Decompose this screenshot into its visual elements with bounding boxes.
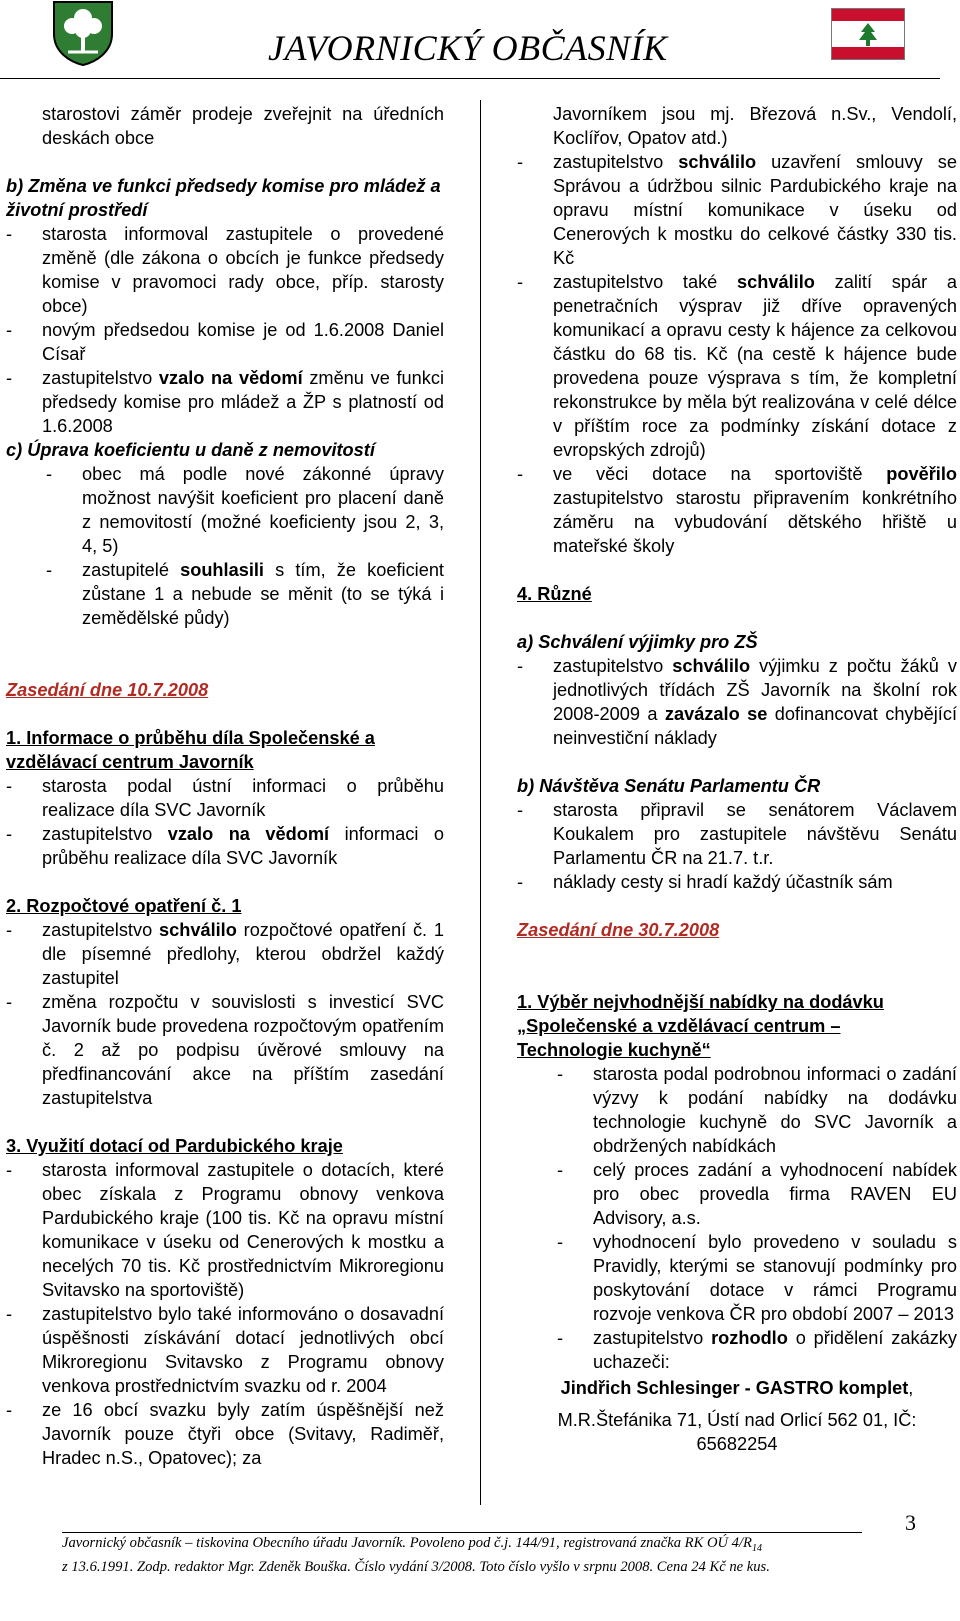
municipal-flag-icon [831, 8, 905, 60]
winner-name: Jindřich Schlesinger - GASTRO komplet, [560, 1378, 914, 1398]
footer-rule [62, 1532, 862, 1533]
list-item: - zastupitelstvo schválilo výjimku z počtu žáků v jednotlivých třídách ZŠ Javorník na školní rok 2008-2009 a zavázalo se dofinancovat chybějící neinvestiční náklady [517, 656, 958, 748]
list-item: - starosta podal podrobnou informaci o zadání výzvy k podání nabídky na dodávku technologie kuchyně do SVC Javorník a obdržených nabídkách [557, 1064, 957, 1156]
list-item: - zastupitelstvo bylo také informováno o dosavadní úspěšnosti získávání dotací jednotlivých obcí Mikroregionu Svitavsko z Programu obnovy venkova prostřednictvím svazku od r. 2004 [6, 1304, 444, 1396]
list-item: - celý proces zadání a vyhodnocení nabídek pro obec provedla firma RAVEN EU Advisory, a.s. [557, 1160, 957, 1228]
paragraph: starostovi záměr prodeje zveřejnit na úředních deskách obce [42, 104, 444, 148]
list-item: - zastupitelstvo rozhodlo o přidělení zakázky uchazeči: [557, 1328, 957, 1372]
section-heading: 2. Rozpočtové opatření č. 1 [6, 896, 242, 916]
section-heading: b) Návštěva Senátu Parlamentu ČR [517, 776, 821, 796]
section-heading: 1. Informace o průběhu díla Společenské a vzdělávací centrum Javorník [6, 728, 375, 772]
footer-line: z 13.6.1991. Zodp. redaktor Mgr. Zdeněk Bouška. Číslo vydání 3/2008. Toto číslo vyšlo v srpnu 2008. Cena 24 Kč ne kus. [62, 1558, 770, 1575]
column-divider [480, 100, 481, 1505]
section-heading: 1. Výběr nejvhodnější nabídky na dodávku „Společenské a vzdělávací centrum – Technologie kuchyně“ [517, 992, 884, 1060]
list-item: - obec má podle nové zákonné úpravy možnost navýšit koeficient pro placení daně z nemovitostí (možné koeficienty jsou 2, 3, 4, 5) [46, 464, 444, 556]
list-item: - starosta podal ústní informaci o průběhu realizace díla SVC Javorník [6, 776, 444, 820]
list-item: - ve věci dotace na sportoviště pověřilo zastupitelstvo starostu připravením konkrétního záměru na vybudování dětského hřiště u mateřské školy [517, 464, 957, 556]
municipal-crest-icon [50, 0, 116, 66]
list-item: - zastupitelstvo vzalo na vědomí změnu ve funkci předsedy komise pro mládež a ŽP s platností od 1.6.2008 [6, 368, 444, 436]
list-item: - ze 16 obcí svazku byly zatím úspěšnější než Javorník pouze čtyři obce (Svitavy, Radiměř, Hradec n.S., Opatovec); za [6, 1400, 444, 1468]
paragraph: Javorníkem jsou mj. Březová n.Sv., Vendolí, Koclířov, Opatov atd.) [553, 104, 957, 148]
list-item: - vyhodnocení bylo provedeno v souladu s Pravidly, kterými se stanovují podmínky pro poskytování dotace v rámci Programu rozvoje venkova ČR pro období 2007 – 2013 [557, 1232, 957, 1324]
winner-address: M.R.Štefánika 71, Ústí nad Orlicí 562 01, IČ: 65682254 [557, 1410, 917, 1454]
left-column [6, 102, 444, 1470]
list-item: - zastupitelstvo schválilo uzavření smlouvy se Správou a údržbou silnic Pardubického kraje na opravu místní komunikace v úseku od Cenerových k mostku do celkové částky 330 tis. Kč [517, 152, 957, 268]
list-item: - zastupitelstvo také schválilo zalití spár a penetračních výsprav již dříve opravených komunikací a opravu cesty k hájence za celkovou částku do 68 tis. Kč (na cestě k hájence bude provedena pouze výsprava s tím, že kompletní rekonstrukce by měla být realizována v celé délce v příštím roce za podmínky získání dotace z evropských zdrojů) [517, 272, 957, 460]
section-heading: 4. Různé [517, 584, 592, 604]
list-item: - náklady cesty si hradí každý účastník sám [517, 872, 893, 892]
section-heading: 3. Využití dotací od Pardubického kraje [6, 1136, 343, 1156]
meeting-date-heading: Zasedání dne 30.7.2008 [517, 920, 720, 940]
footer [62, 1534, 862, 1577]
footer-line: Javornický občasník – tiskovina Obecního úřadu Javorník. Povoleno pod č.j. 144/91, registrovaná značka RK OÚ $4/R_{14}$ [62, 1535, 762, 1554]
list-item: - starosta informoval zastupitele o provedené změně (dle zákona o obcích je funkce předsedy komise v pravomoci rady obce, příp. starosty obce) [6, 224, 444, 316]
right-column [517, 102, 957, 1456]
masthead-title: JAVORNICKÝ OBČASNÍK [268, 28, 668, 68]
meeting-date-heading: Zasedání dne 10.7.2008 [6, 680, 209, 700]
section-heading: a) Schválení výjimky pro ZŠ [517, 632, 758, 652]
list-item: - starosta připravil se senátorem Václavem Koukalem pro zastupitele návštěvu Senátu Parlamentu ČR na 21.7. t.r. [517, 800, 957, 868]
list-item: - zastupitelé souhlasili s tím, že koeficient zůstane 1 a nebude se měnit (to se týká i zemědělské půdy) [46, 560, 444, 628]
section-heading: c) Úprava koeficientu u daně z nemovitostí [6, 440, 375, 460]
list-item: - starosta informoval zastupitele o dotacích, které obec získala z Programu obnovy venkova Pardubického kraje (100 tis. Kč na opravu místní komunikace v úseku od Cenerových k mostku a necelých 70 tis. Kč prostřednictvím Mikroregionu Svitavsko na sportoviště) [6, 1160, 444, 1300]
page-number: 3 [905, 1510, 916, 1535]
header-rule [0, 78, 940, 79]
section-heading: b) Změna ve funkci předsedy komise pro mládež a životní prostředí [6, 176, 441, 220]
list-item: - novým předsedou komise je od 1.6.2008 Daniel Císař [6, 320, 444, 364]
list-item: - zastupitelstvo vzalo na vědomí informaci o průběhu realizace díla SVC Javorník [6, 824, 444, 868]
list-item: - zastupitelstvo schválilo rozpočtové opatření č. 1 dle písemné předlohy, kterou obdržel každý zastupitel [6, 920, 444, 988]
list-item: - změna rozpočtu v souvislosti s investicí SVC Javorník bude provedena rozpočtovým opatřením č. 2 až po podpisu úvěrové smlouvy na předfinancování akce na příštím zasedání zastupitelstva [6, 992, 444, 1108]
